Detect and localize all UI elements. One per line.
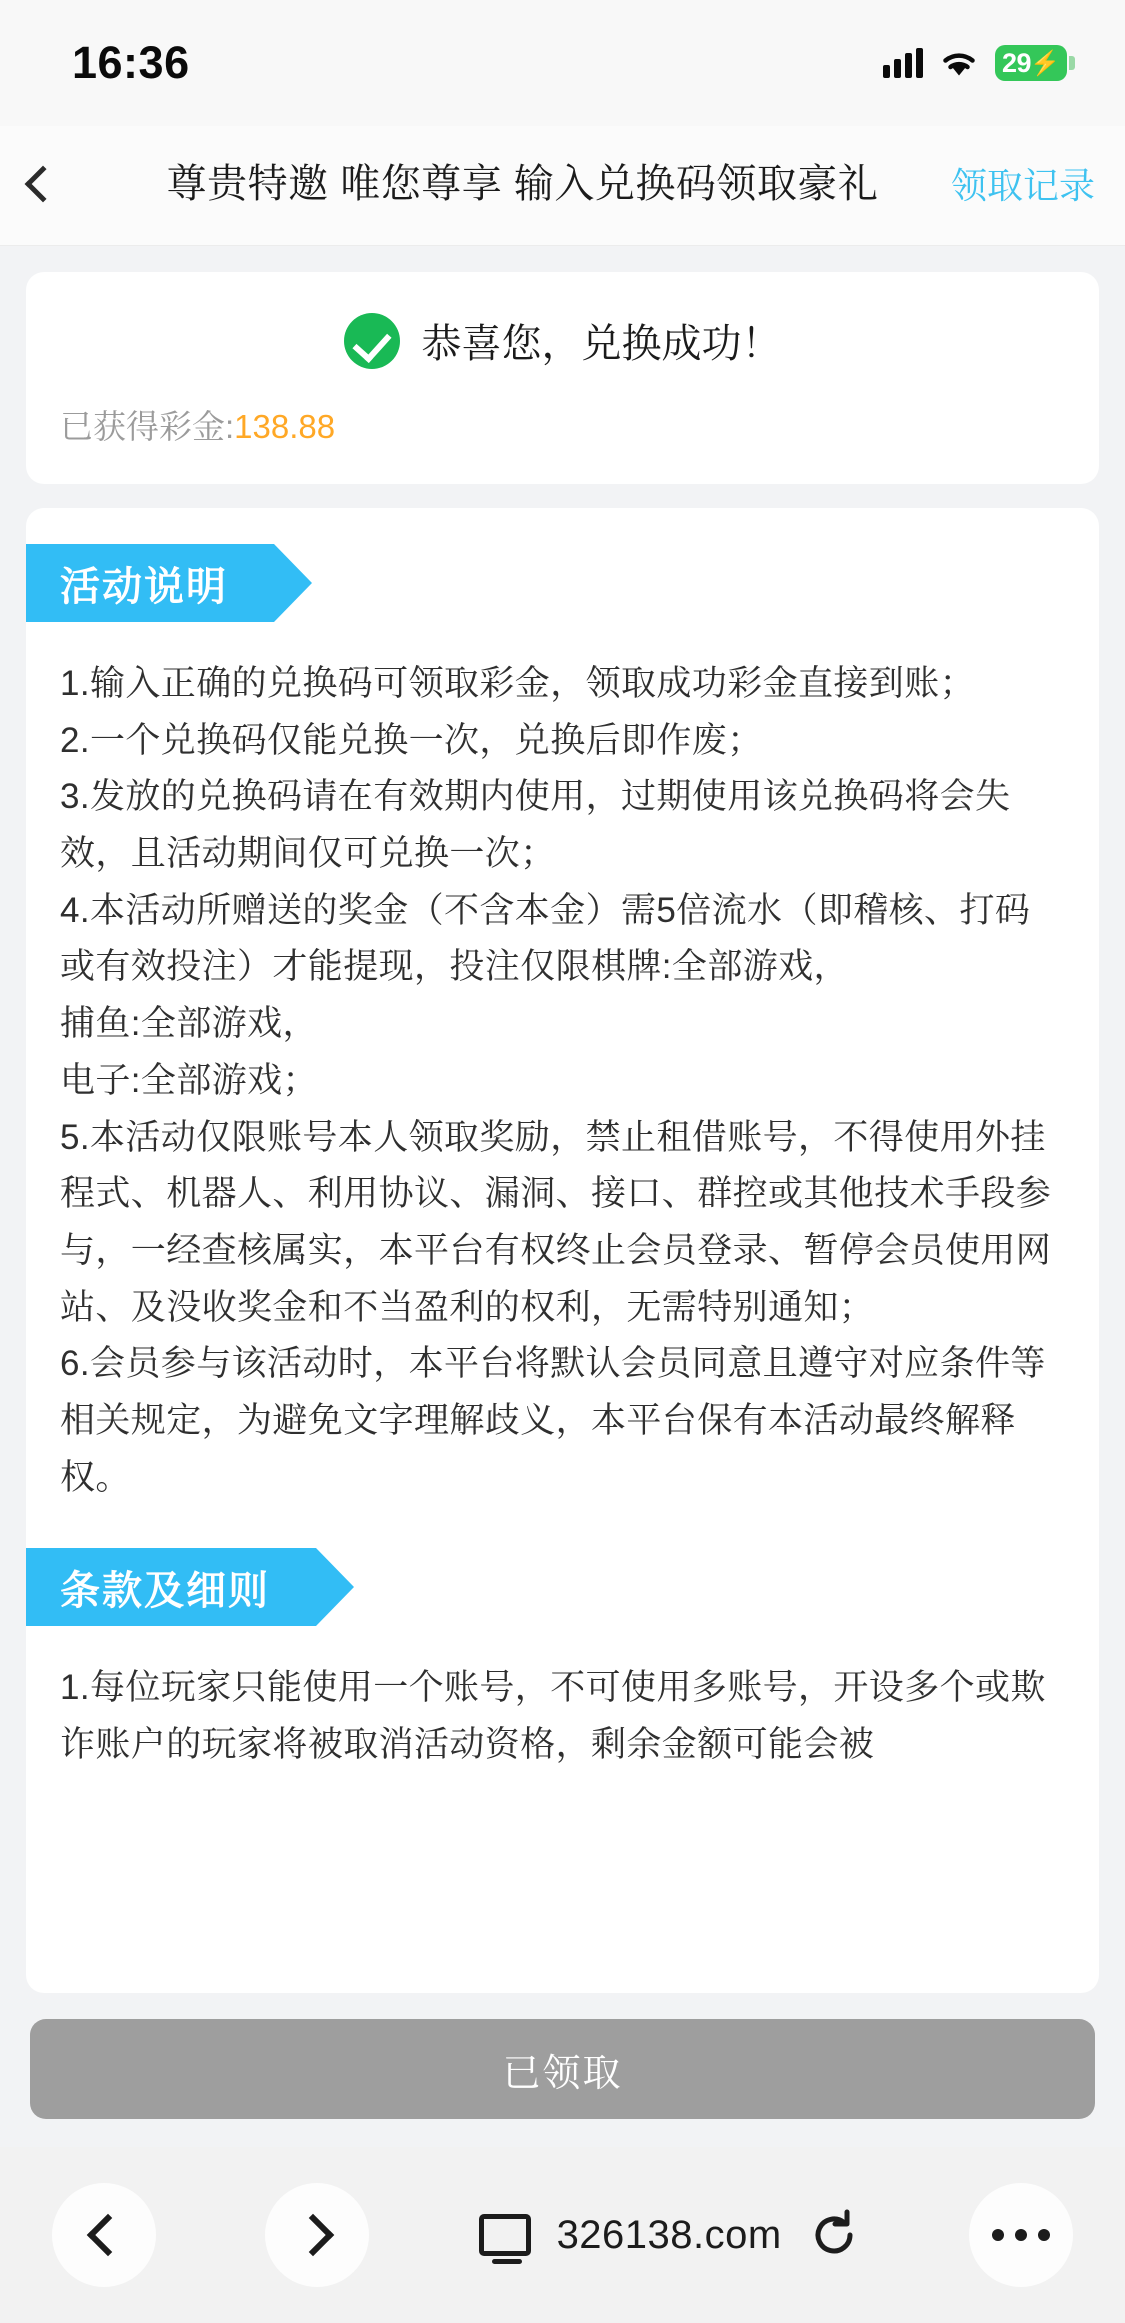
terms-line: 1.每位玩家只能使用一个账号，不可使用多账号，开设多个或欺诈账户的玩家将被取消活动资格，剩余金额可能会被 <box>60 1668 1046 1764</box>
reader-view-icon[interactable] <box>479 2214 531 2256</box>
rule-line: 捕鱼:全部游戏， <box>60 1004 318 1044</box>
rule-line: 2.一个兑换码仅能兑换一次，兑换后即作废； <box>60 720 763 760</box>
address-area[interactable] <box>479 2209 860 2261</box>
charging-bolt-icon: ⚡ <box>1030 49 1060 77</box>
section-heading-terms: 条款及细则 <box>26 1548 316 1626</box>
page-title: 尊贵特邀 唯您尊享 输入兑换码领取豪礼 <box>166 161 879 206</box>
status-bar <box>0 0 1125 126</box>
cta-container <box>0 1993 1125 2147</box>
rule-line: 1.输入正确的兑换码可领取彩金，领取成功彩金直接到账； <box>60 664 975 703</box>
redeem-result-card <box>26 272 1099 484</box>
terms-text <box>26 1626 1099 1773</box>
claim-records-link[interactable]: 领取记录 <box>950 165 1095 206</box>
success-check-icon <box>344 313 400 369</box>
success-message: 恭喜您，兑换成功！ <box>421 322 782 366</box>
browser-forward-button[interactable] <box>265 2183 369 2287</box>
rule-line: 3.发放的兑换码请在有效期内使用，过期使用该兑换码将会失效，且活动期间仅可兑换一次； <box>60 777 1011 874</box>
rules-panel <box>26 508 1099 1993</box>
rule-line: 5.本活动仅限账号本人领取奖励，禁止租借账号，不得使用外挂程式、机器人、利用协议、漏洞、接口、群控或其他技术手段参与，一经查核属实，本平台有权终止会员登录、暂停会员使用网站、及没收奖金和不当盈利的权利，无需特别通知； <box>60 1117 1052 1327</box>
rule-line: 6.会员参与该活动时，本平台将默认会员同意且遵守对应条件等相关规定，为避免文字理解歧义，本平台保有本活动最终解释权。 <box>60 1344 1046 1497</box>
browser-more-button[interactable] <box>969 2183 1073 2287</box>
browser-toolbar <box>0 2147 1125 2323</box>
cellular-signal-icon <box>883 48 923 78</box>
claimed-button[interactable]: 已领取 <box>30 2019 1095 2119</box>
status-time: 16:36 <box>72 37 190 88</box>
activity-rules-text <box>26 622 1099 1506</box>
section-heading-wrap-2 <box>26 1506 1099 1626</box>
nav-bar <box>0 126 1125 246</box>
status-indicators <box>883 45 1067 81</box>
back-button[interactable] <box>30 171 100 197</box>
arrow-forward-icon <box>292 2214 334 2256</box>
bonus-amount-label: 已获得彩金: <box>60 408 235 445</box>
more-options-icon <box>992 2229 1050 2241</box>
wifi-icon <box>939 48 979 78</box>
page-content <box>0 246 1125 1993</box>
browser-back-button[interactable] <box>52 2183 156 2287</box>
section-heading-activity-rules: 活动说明 <box>26 544 274 622</box>
success-row <box>60 312 1065 369</box>
rule-line: 4.本活动所赠送的奖金（不含本金）需5倍流水（即稽核、打码或有效投注）才能提现，投注仅限棋牌:全部游戏， <box>60 890 1031 987</box>
rule-line: 电子:全部游戏； <box>60 1060 318 1100</box>
battery-level: 29 <box>1002 47 1032 78</box>
arrow-back-icon <box>87 2214 129 2256</box>
bonus-amount-value: 138.88 <box>234 408 336 445</box>
reload-icon[interactable] <box>808 2209 860 2261</box>
chevron-left-icon <box>25 165 62 202</box>
section-heading-wrap-1 <box>26 508 1099 622</box>
battery-icon <box>995 45 1067 81</box>
url-text[interactable]: 326138.com <box>556 2212 782 2257</box>
bonus-amount-row <box>60 401 1065 448</box>
